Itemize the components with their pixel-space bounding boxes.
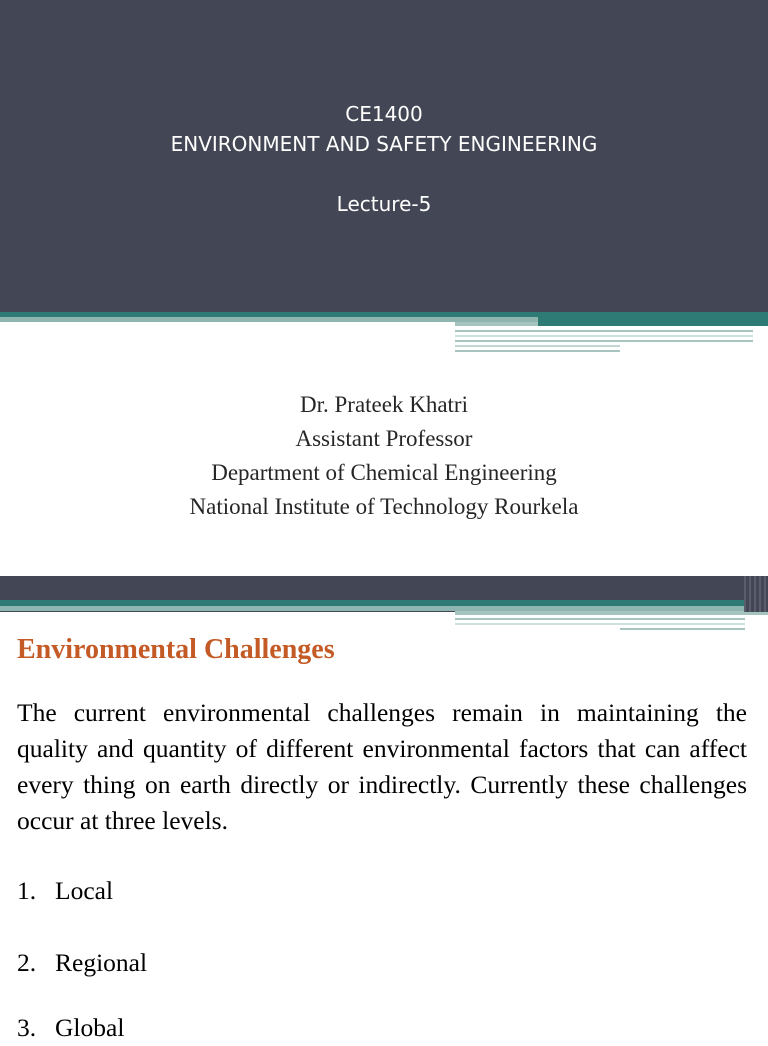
list-number: 3. (17, 1013, 37, 1042)
course-code: CE1400 (345, 102, 423, 126)
banner-accent-line (455, 335, 753, 337)
list-label: Local (55, 876, 114, 905)
list-label: Global (55, 1013, 125, 1042)
content-banner-block (455, 611, 768, 615)
content-banner-edge (744, 576, 768, 612)
author-position: Assistant Professor (295, 426, 473, 451)
course-name: ENVIRONMENT AND SAFETY ENGINEERING (170, 132, 598, 156)
banner-accent-line (455, 345, 620, 347)
content-banner-line (455, 623, 745, 625)
lecture-number: Lecture-5 (336, 192, 432, 216)
slide-heading: Environmental Challenges (17, 634, 335, 665)
content-banner-line (620, 628, 745, 630)
banner-accent-block (538, 314, 768, 326)
author-department: Department of Chemical Engineering (211, 460, 557, 485)
content-banner-line (455, 618, 745, 620)
list-label: Regional (55, 948, 148, 977)
list-item (17, 873, 113, 909)
list-item (17, 945, 147, 981)
body-paragraph: The current environmental challenges remain in maintaining the quality and quantity of different environmental factors that can affect every thing on earth directly or indirectly. Currently these challenges occur at three levels. (17, 698, 747, 835)
author-institute: National Institute of Technology Rourkela (189, 494, 579, 519)
banner-accent-line (455, 350, 620, 352)
banner-accent-line (455, 340, 753, 342)
list-number: 1. (17, 876, 37, 905)
banner-accent-line (455, 330, 753, 332)
list-number: 2. (17, 948, 37, 977)
author-name: Dr. Prateek Khatri (300, 392, 468, 417)
list-item (17, 1010, 124, 1046)
author-block (0, 388, 768, 524)
